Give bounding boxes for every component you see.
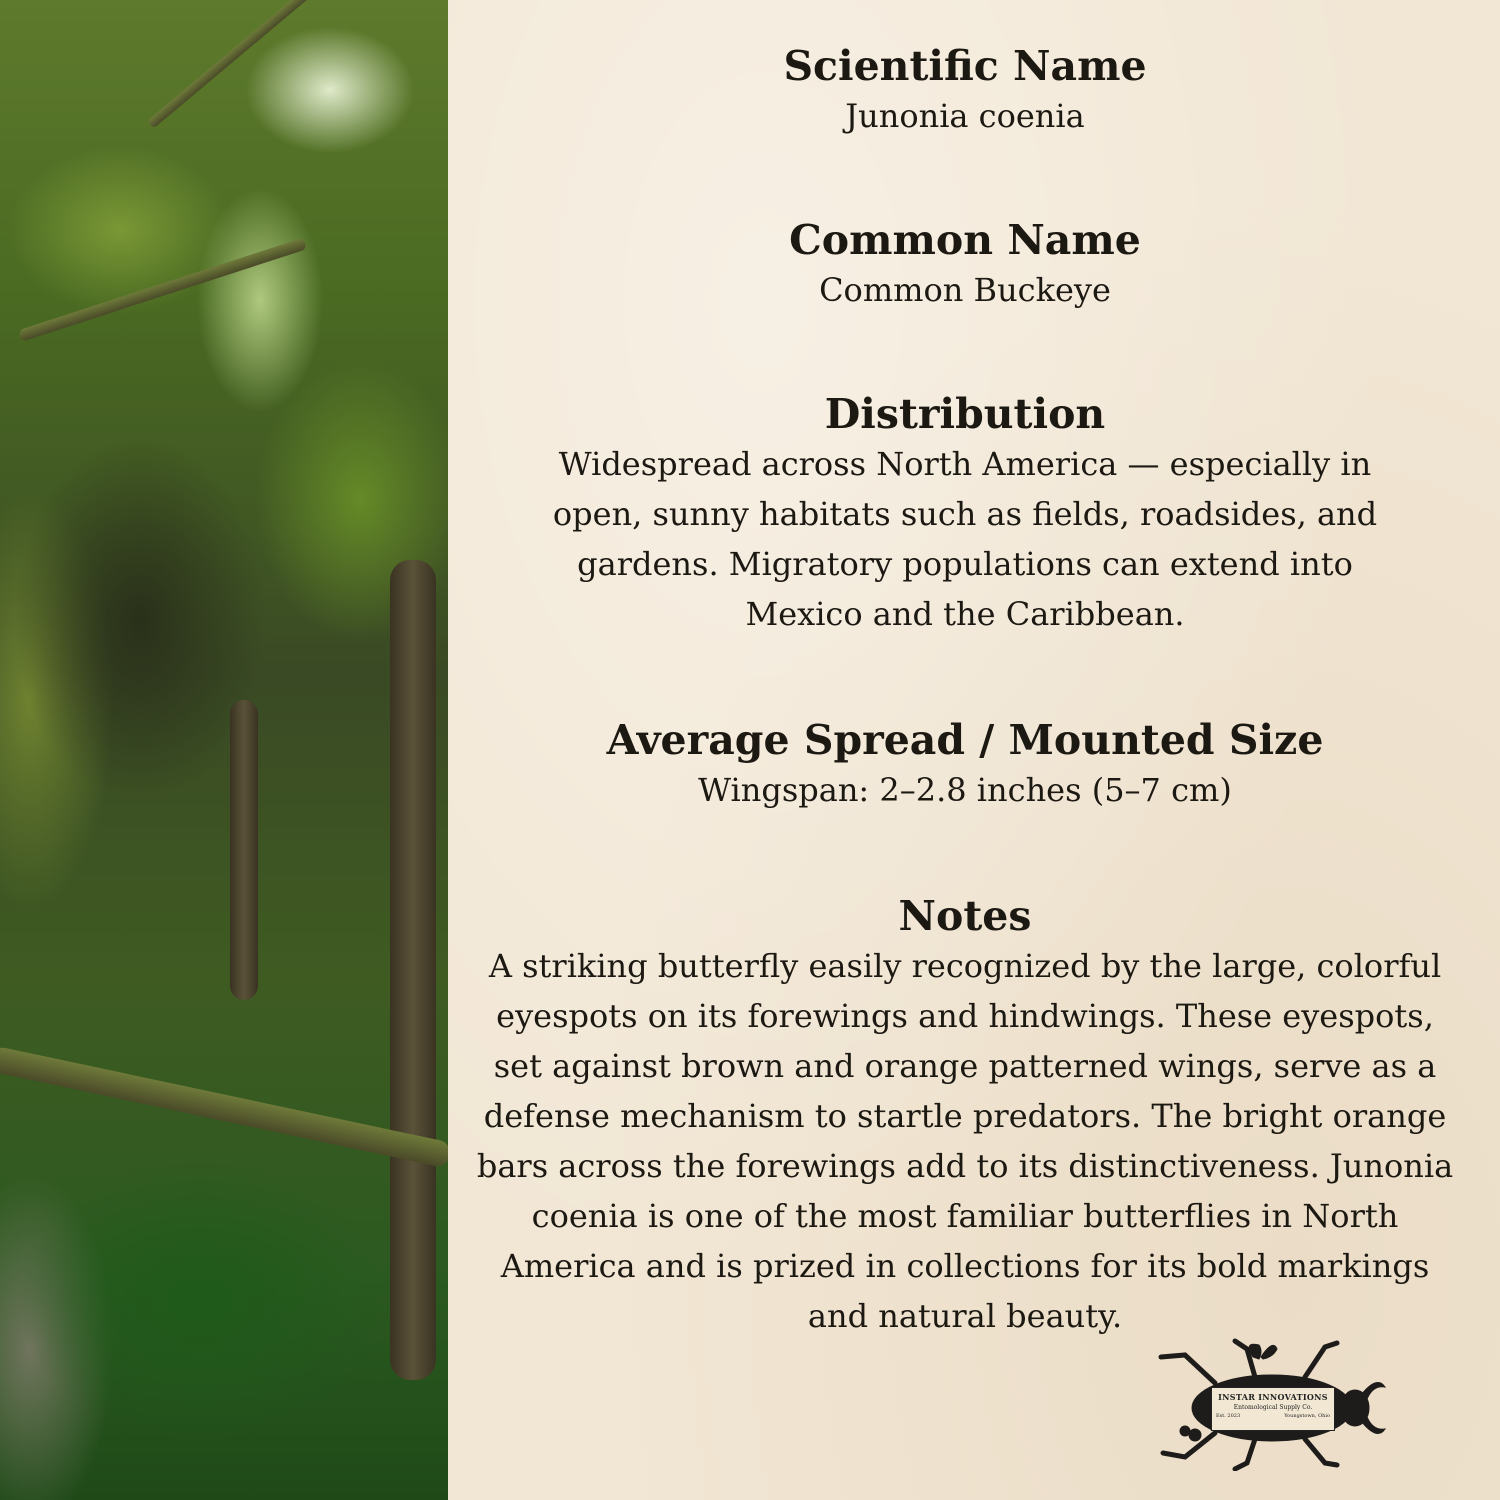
scientific-name-section: [448, 42, 1482, 141]
tree-branch: [18, 238, 307, 342]
scientific-name-value: Junonia coenia: [845, 97, 1085, 136]
logo-established: Est. 2023: [1216, 1413, 1241, 1419]
distribution-section: [448, 390, 1482, 639]
notes-text: A striking butterfly easily recognized by the large, colorful eyespots on its forewings and hindwings. These eyespots, set against brown and orange patterned wings, serve as a defense mechanism to startle predators. The bright orange bars across the forewings add to its distinctiveness. Junonia coenia is one of the most familiar butterflies in North America and is prized in collections for its bold markings and natural beauty.: [476, 947, 1454, 1336]
specimen-info: [448, 0, 1482, 1500]
scientific-name-heading: Scientific Name: [783, 42, 1147, 90]
logo-tagline: Entomological Supply Co.: [1233, 1404, 1313, 1411]
forest-photo: [0, 0, 448, 1500]
notes-heading: Notes: [898, 892, 1032, 940]
common-name-value: Common Buckeye: [819, 271, 1111, 310]
distribution-heading: Distribution: [824, 390, 1106, 438]
logo-plate: [1211, 1387, 1335, 1431]
distribution-text: Widespread across North America — especially in open, sunny habitats such as fields, roadsides, and gardens. Migratory populations can extend into Mexico and the Caribbean.: [552, 445, 1378, 634]
size-section: [448, 716, 1482, 815]
tree-trunk: [230, 700, 258, 1000]
common-name-heading: Common Name: [789, 216, 1141, 264]
size-value: Wingspan: 2–2.8 inches (5–7 cm): [698, 771, 1232, 810]
logo-location: Youngstown, Ohio: [1284, 1413, 1330, 1419]
size-heading: Average Spread / Mounted Size: [606, 716, 1324, 764]
logo-footer: [1212, 1412, 1334, 1420]
brand-logo: [1155, 1335, 1387, 1471]
logo-name: INSTAR INNOVATIONS: [1218, 1392, 1328, 1402]
tree-branch: [147, 0, 353, 129]
notes-section: [448, 892, 1482, 1341]
tree-trunk: [390, 560, 436, 1380]
mossy-log: [0, 1045, 448, 1168]
common-name-section: [448, 216, 1482, 315]
